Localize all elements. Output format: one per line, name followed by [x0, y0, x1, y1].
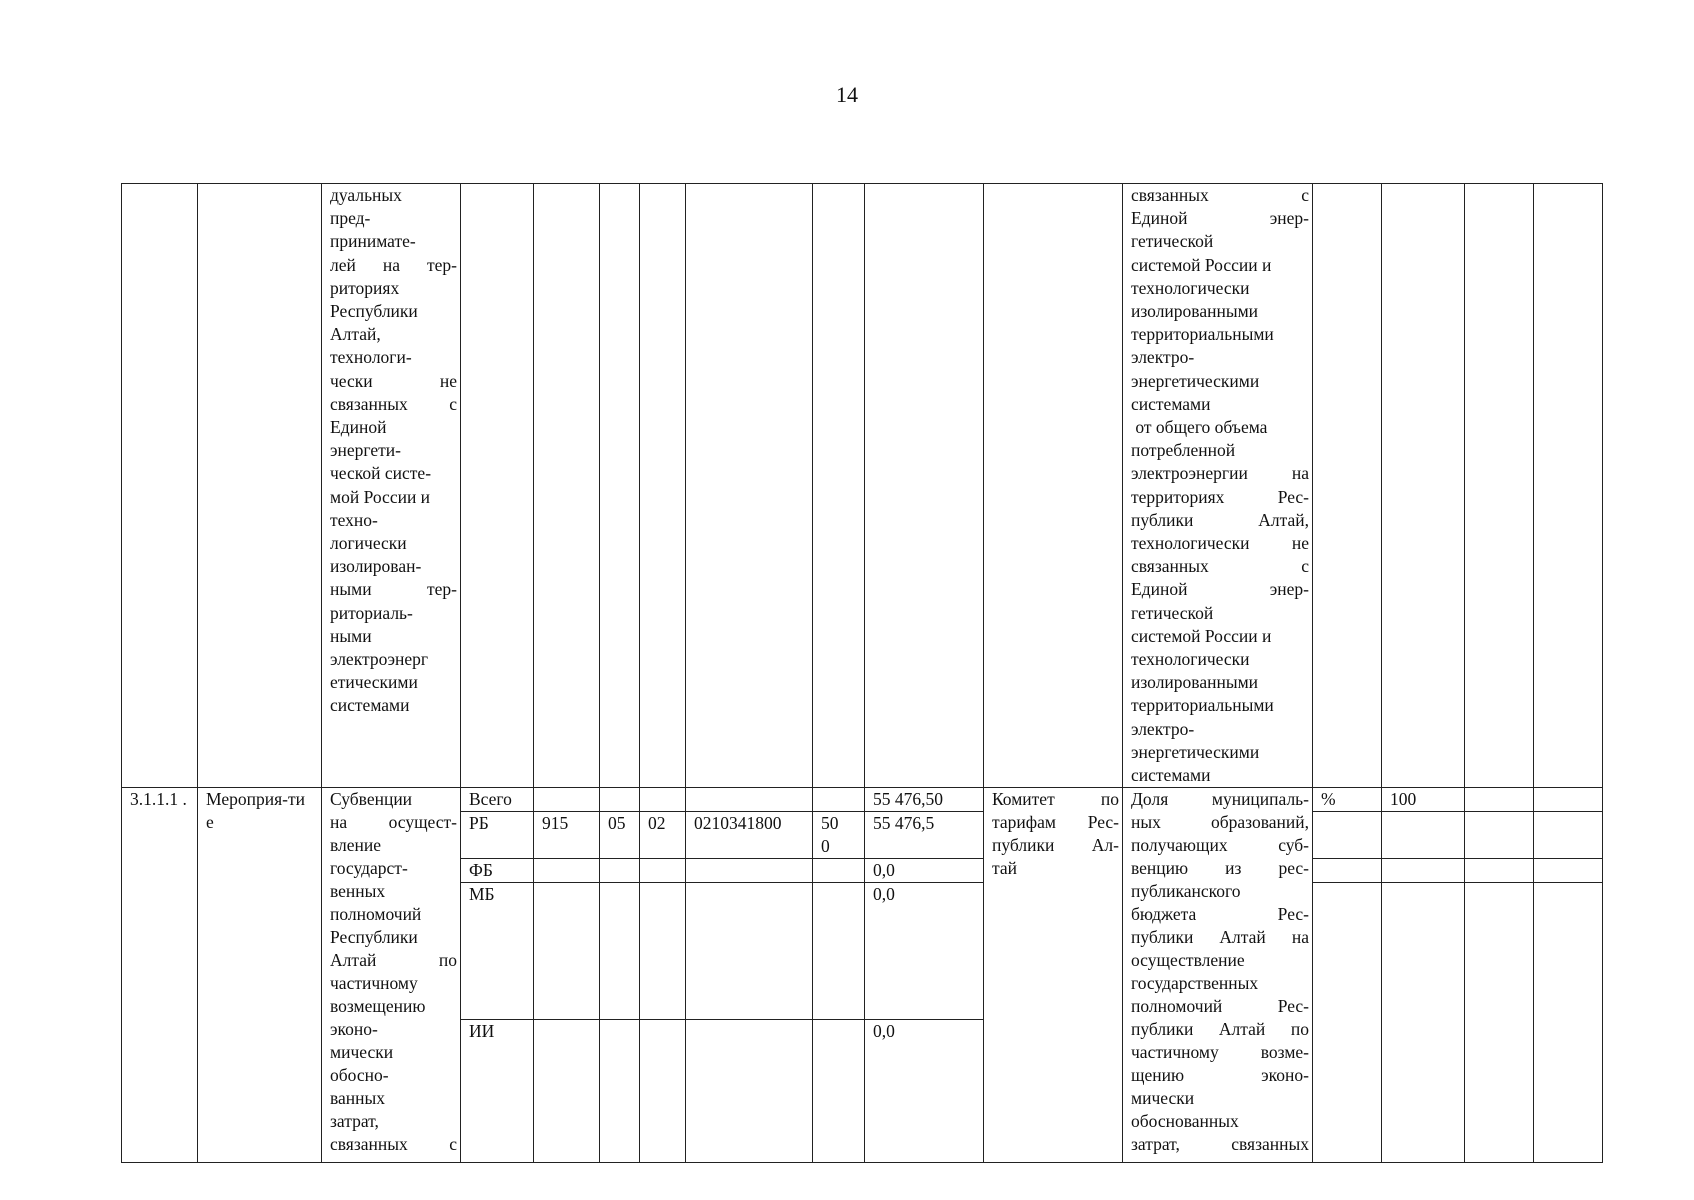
description-line: технологи- — [330, 347, 412, 368]
unit-cell: % — [1313, 788, 1382, 812]
funding-source-cell: ФБ — [461, 859, 534, 883]
description-line: Алтай, — [330, 324, 381, 345]
indicator-line: полномочий Рес- — [1131, 996, 1309, 1017]
funding-source-cell: РБ — [461, 812, 534, 859]
description-line: связанных с — [330, 1134, 457, 1155]
description-line: мически — [330, 1042, 394, 1063]
indicator-line: публики Алтай, — [1131, 509, 1309, 530]
description-line: частичному — [330, 973, 418, 994]
description-line: возмещению — [330, 996, 426, 1017]
page-number: 14 — [836, 82, 858, 107]
description-line: связанных с — [330, 393, 457, 414]
description-line: логически — [330, 533, 407, 554]
vr-cell — [813, 1020, 865, 1163]
grbs-cell — [534, 788, 600, 812]
indicator-line: публики Алтай по — [1131, 1019, 1309, 1040]
amount-cell: 0,0 — [865, 883, 984, 1020]
program-activities-table — [121, 183, 1603, 1163]
indicator-line: потребленной — [1131, 440, 1236, 461]
indicator-cell — [1123, 184, 1313, 788]
amount-cell: 55 476,5 — [865, 812, 984, 859]
rz-cell: 05 — [600, 812, 640, 859]
indicator-line: электро- — [1131, 347, 1195, 368]
indicator-line: технологически — [1131, 277, 1250, 298]
vr-cell — [813, 788, 865, 812]
pr-cell — [640, 859, 686, 883]
description-line: государст- — [330, 858, 408, 879]
indicator-line: затрат, связанных — [1131, 1134, 1309, 1155]
indicator-line: щению эконо- — [1131, 1065, 1309, 1086]
grbs-cell: 915 — [534, 812, 600, 859]
funding-row-total — [122, 788, 1603, 812]
description-line: дуальных — [330, 185, 402, 205]
description-line: принимате- — [330, 231, 416, 252]
indicator-line: публиканского — [1131, 881, 1241, 902]
number-cell — [122, 184, 198, 788]
description-line: энергети- — [330, 440, 401, 461]
description-line: риториях — [330, 277, 400, 298]
description-line: мой России и — [330, 486, 431, 507]
indicator-line: государственных — [1131, 973, 1259, 994]
indicator-line: мически — [1131, 1088, 1195, 1109]
description-line: пред- — [330, 208, 371, 229]
indicator-line: от общего объема — [1131, 417, 1268, 438]
description-line: вление — [330, 835, 382, 856]
indicator-line: обоснованных — [1131, 1111, 1239, 1132]
funding-source-cell: Всего — [461, 788, 534, 812]
description-line: электроэнерг — [330, 649, 429, 670]
description-line: ванных — [330, 1088, 386, 1109]
continued-row — [122, 184, 1603, 788]
pr-cell — [640, 883, 686, 1020]
indicator-line: бюджета Рес- — [1131, 904, 1309, 925]
indicator-line: Единой энер- — [1131, 579, 1309, 600]
executor-line: тарифам Рес- — [992, 812, 1119, 833]
description-cell — [322, 184, 461, 788]
funding-source-cell: МБ — [461, 883, 534, 1020]
indicator-line: системами — [1131, 393, 1211, 414]
indicator-line: технологически не — [1131, 533, 1309, 554]
indicator-line: венцию из рес- — [1131, 858, 1309, 879]
indicator-line: изолированными — [1131, 672, 1259, 693]
pr-cell — [640, 788, 686, 812]
csr-cell — [686, 788, 813, 812]
indicator-line: ных образований, — [1131, 812, 1309, 833]
grbs-cell — [534, 883, 600, 1020]
rz-cell — [600, 883, 640, 1020]
description-line: Республики — [330, 927, 418, 948]
indicator-line: Доля муниципаль- — [1131, 789, 1309, 810]
rz-cell — [600, 788, 640, 812]
amount-cell: 0,0 — [865, 859, 984, 883]
pr-cell — [640, 1020, 686, 1163]
description-line: изолирован- — [330, 556, 422, 577]
csr-cell — [686, 883, 813, 1020]
activity-description-cell — [322, 788, 461, 1163]
value-cell: 100 — [1382, 788, 1465, 812]
indicator-line: связанных с — [1131, 185, 1309, 205]
description-line: чески не — [330, 370, 457, 391]
indicator-line: электроэнергии на — [1131, 463, 1309, 484]
csr-cell: 0210341800 — [686, 812, 813, 859]
vr-cell — [813, 883, 865, 1020]
rz-cell — [600, 1020, 640, 1163]
indicator-line: энергетическими — [1131, 741, 1260, 762]
activity-type-cell: Мероприя-тие — [198, 788, 322, 1163]
description-line: лей на тер- — [330, 254, 457, 275]
description-line: Республики — [330, 301, 418, 322]
indicator-line: получающих суб- — [1131, 835, 1309, 856]
description-line: на осущест- — [330, 812, 457, 833]
description-line: венных — [330, 881, 386, 902]
indicator-line: гетической — [1131, 602, 1214, 623]
vr-cell: 500 — [813, 812, 865, 859]
amount-cell: 55 476,50 — [865, 788, 984, 812]
executor-line: тай — [992, 858, 1017, 879]
description-line: затрат, — [330, 1111, 379, 1132]
indicator-line: изолированными — [1131, 301, 1259, 322]
csr-cell — [686, 1020, 813, 1163]
indicator-line: связанных с — [1131, 556, 1309, 577]
pr-cell: 02 — [640, 812, 686, 859]
description-line: техно- — [330, 509, 378, 530]
indicator-cell — [1123, 788, 1313, 1163]
description-line: эконо- — [330, 1019, 378, 1040]
indicator-line: системой России и — [1131, 254, 1272, 275]
description-line: ческой систе- — [330, 463, 432, 484]
indicator-line: территориальными — [1131, 324, 1274, 345]
csr-cell — [686, 859, 813, 883]
description-line: Алтай по — [330, 950, 457, 971]
amount-cell: 0,0 — [865, 1020, 984, 1163]
activity-number-cell: 3.1.1.1 . — [122, 788, 198, 1163]
grbs-cell — [534, 859, 600, 883]
executor-line: публики Ал- — [992, 835, 1119, 856]
description-line: ными — [330, 625, 372, 646]
indicator-line: осуществление — [1131, 950, 1245, 971]
executor-cell — [984, 788, 1123, 1163]
indicator-line: системами — [1131, 765, 1211, 786]
indicator-line: частичному возме- — [1131, 1042, 1309, 1063]
description-line: риториаль- — [330, 602, 413, 623]
indicator-line: электро- — [1131, 718, 1195, 739]
indicator-line: Единой энер- — [1131, 208, 1309, 229]
executor-line: Комитет по — [992, 789, 1119, 810]
vr-cell — [813, 859, 865, 883]
description-line: обосно- — [330, 1065, 389, 1086]
description-line: ными тер- — [330, 579, 457, 600]
indicator-line: территориях Рес- — [1131, 486, 1309, 507]
indicator-line: технологически — [1131, 649, 1250, 670]
description-line: етическими — [330, 672, 418, 693]
indicator-line: территориальными — [1131, 695, 1274, 716]
funding-source-cell: ИИ — [461, 1020, 534, 1163]
description-line: системами — [330, 695, 410, 716]
type-cell — [198, 184, 322, 788]
indicator-line: гетической — [1131, 231, 1214, 252]
description-line: Субвенции — [330, 789, 413, 810]
description-line: полномочий — [330, 904, 422, 925]
description-line: Единой — [330, 417, 387, 438]
indicator-line: публики Алтай на — [1131, 927, 1309, 948]
rz-cell — [600, 859, 640, 883]
indicator-line: системой России и — [1131, 625, 1272, 646]
indicator-line: энергетическими — [1131, 370, 1260, 391]
grbs-cell — [534, 1020, 600, 1163]
